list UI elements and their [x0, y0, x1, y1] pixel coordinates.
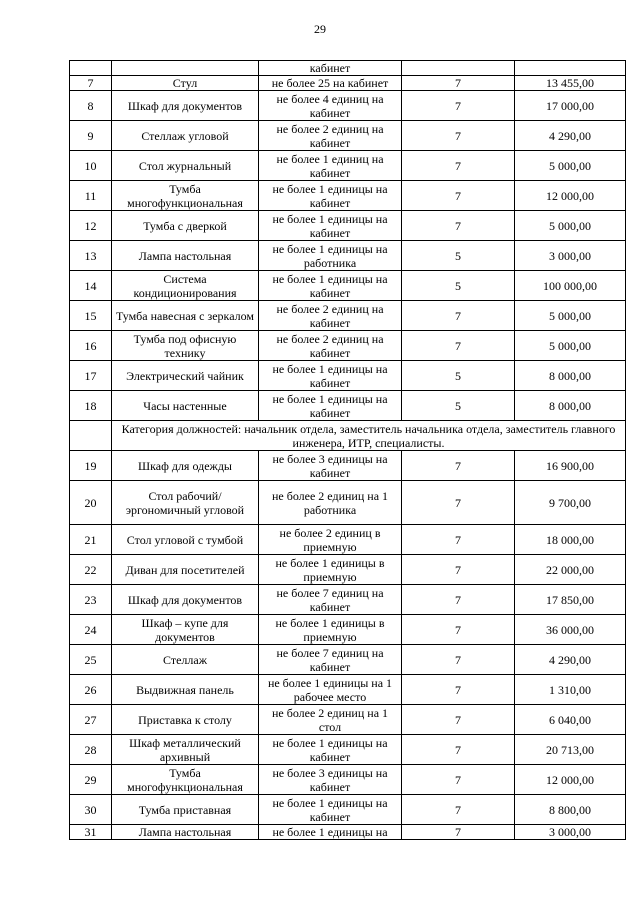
service-life-cell: 7: [402, 331, 515, 361]
item-name-cell: Электрический чайник: [112, 361, 259, 391]
service-life-cell: 7: [402, 825, 515, 840]
service-life-cell: 7: [402, 211, 515, 241]
price-cell: 4 290,00: [515, 121, 626, 151]
row-number-cell: 18: [70, 391, 112, 421]
page-number: 29: [314, 22, 326, 36]
table-row: [70, 91, 626, 121]
table-row: [70, 525, 626, 555]
item-name-cell: Стол рабочий/эргономичный угловой: [112, 481, 259, 525]
service-life-cell: [402, 61, 515, 76]
item-name-cell: Тумба под офисную технику: [112, 331, 259, 361]
row-number-cell: 30: [70, 795, 112, 825]
table-row: [70, 765, 626, 795]
norm-cell: не более 1 единиц на кабинет: [259, 151, 402, 181]
service-life-cell: 7: [402, 91, 515, 121]
table-row: [70, 451, 626, 481]
item-name-cell: Стол журнальный: [112, 151, 259, 181]
row-number-cell: 23: [70, 585, 112, 615]
table-row: [70, 585, 626, 615]
service-life-cell: 7: [402, 121, 515, 151]
service-life-cell: 7: [402, 525, 515, 555]
price-cell: 13 455,00: [515, 76, 626, 91]
item-name-cell: Шкаф для одежды: [112, 451, 259, 481]
table-row: [70, 615, 626, 645]
norm-cell: не более 1 единицы на кабинет: [259, 181, 402, 211]
service-life-cell: 7: [402, 481, 515, 525]
price-cell: 36 000,00: [515, 615, 626, 645]
table-row: [70, 361, 626, 391]
table-row: [70, 331, 626, 361]
item-name-cell: Шкаф – купе для документов: [112, 615, 259, 645]
price-cell: 5 000,00: [515, 301, 626, 331]
row-number-cell: 28: [70, 735, 112, 765]
price-cell: 17 850,00: [515, 585, 626, 615]
row-number-cell: [70, 61, 112, 76]
item-name-cell: Система кондиционирования: [112, 271, 259, 301]
norm-cell: не более 1 единицы на кабинет: [259, 211, 402, 241]
item-name-cell: Выдвижная панель: [112, 675, 259, 705]
price-cell: 5 000,00: [515, 151, 626, 181]
row-number-cell: 19: [70, 451, 112, 481]
row-number-cell: 7: [70, 76, 112, 91]
norm-cell: не более 1 единицы на кабинет: [259, 795, 402, 825]
price-cell: 6 040,00: [515, 705, 626, 735]
service-life-cell: 7: [402, 151, 515, 181]
price-cell: 3 000,00: [515, 241, 626, 271]
row-number-cell: 12: [70, 211, 112, 241]
table-row: [70, 76, 626, 91]
item-name-cell: Тумба с дверкой: [112, 211, 259, 241]
service-life-cell: 7: [402, 705, 515, 735]
price-cell: 5 000,00: [515, 331, 626, 361]
service-life-cell: 5: [402, 271, 515, 301]
row-number-cell: 10: [70, 151, 112, 181]
item-name-cell: Лампа настольная: [112, 241, 259, 271]
service-life-cell: 7: [402, 301, 515, 331]
row-number-cell: 13: [70, 241, 112, 271]
price-cell: 1 310,00: [515, 675, 626, 705]
table-row: [70, 735, 626, 765]
price-cell: 8 800,00: [515, 795, 626, 825]
row-number-cell: 11: [70, 181, 112, 211]
item-name-cell: Стеллаж угловой: [112, 121, 259, 151]
row-number-cell: 17: [70, 361, 112, 391]
table-row: [70, 795, 626, 825]
table-row: [70, 481, 626, 525]
price-cell: 3 000,00: [515, 825, 626, 840]
furniture-norms-table: [69, 60, 626, 840]
table-row: [70, 181, 626, 211]
table-row: [70, 675, 626, 705]
service-life-cell: 7: [402, 795, 515, 825]
item-name-cell: [112, 61, 259, 76]
norm-cell: не более 3 единицы на кабинет: [259, 451, 402, 481]
price-cell: 4 290,00: [515, 645, 626, 675]
price-cell: 16 900,00: [515, 451, 626, 481]
table-row: [70, 61, 626, 76]
table-row: [70, 391, 626, 421]
item-name-cell: Тумба многофункциональная: [112, 181, 259, 211]
price-cell: 8 000,00: [515, 391, 626, 421]
norm-cell: не более 2 единиц на кабинет: [259, 121, 402, 151]
norm-cell: не более 1 единицы на кабинет: [259, 735, 402, 765]
norm-cell: кабинет: [259, 61, 402, 76]
row-number-cell: 27: [70, 705, 112, 735]
norm-cell: не более 4 единиц на кабинет: [259, 91, 402, 121]
norm-cell: не более 2 единиц на кабинет: [259, 301, 402, 331]
norm-cell: не более 1 единицы на 1 рабочее место: [259, 675, 402, 705]
item-name-cell: Шкаф для документов: [112, 585, 259, 615]
service-life-cell: 7: [402, 451, 515, 481]
norm-cell: не более 2 единиц в приемную: [259, 525, 402, 555]
price-cell: 12 000,00: [515, 181, 626, 211]
item-name-cell: Часы настенные: [112, 391, 259, 421]
service-life-cell: 7: [402, 735, 515, 765]
price-cell: 17 000,00: [515, 91, 626, 121]
service-life-cell: 5: [402, 391, 515, 421]
norm-cell: не более 2 единиц на 1 стол: [259, 705, 402, 735]
item-name-cell: Тумба приставная: [112, 795, 259, 825]
norm-cell: не более 1 единицы в приемную: [259, 615, 402, 645]
price-cell: 12 000,00: [515, 765, 626, 795]
table-row: [70, 151, 626, 181]
service-life-cell: 7: [402, 555, 515, 585]
item-name-cell: Тумба многофункциональная: [112, 765, 259, 795]
row-number-cell: 31: [70, 825, 112, 840]
norm-cell: не более 2 единиц на 1 работника: [259, 481, 402, 525]
service-life-cell: 7: [402, 181, 515, 211]
service-life-cell: 5: [402, 361, 515, 391]
row-number-cell: 29: [70, 765, 112, 795]
row-number-cell: 15: [70, 301, 112, 331]
item-name-cell: Стул: [112, 76, 259, 91]
table-row: [70, 645, 626, 675]
table-row: [70, 301, 626, 331]
item-name-cell: Тумба навесная с зеркалом: [112, 301, 259, 331]
table-row: [70, 825, 626, 840]
row-number-cell: 8: [70, 91, 112, 121]
price-cell: 18 000,00: [515, 525, 626, 555]
norm-cell: не более 1 единицы на работника: [259, 241, 402, 271]
row-number-cell: 9: [70, 121, 112, 151]
price-cell: 9 700,00: [515, 481, 626, 525]
table-row: [70, 211, 626, 241]
norm-cell: не более 25 на кабинет: [259, 76, 402, 91]
service-life-cell: 7: [402, 615, 515, 645]
norm-cell: не более 1 единицы на кабинет: [259, 271, 402, 301]
price-cell: 100 000,00: [515, 271, 626, 301]
norm-cell: не более 1 единицы на кабинет: [259, 391, 402, 421]
service-life-cell: 7: [402, 645, 515, 675]
category-row: [70, 421, 626, 451]
item-name-cell: Шкаф металлический архивный: [112, 735, 259, 765]
norm-cell: не более 7 единиц на кабинет: [259, 645, 402, 675]
service-life-cell: 7: [402, 765, 515, 795]
category-heading: Категория должностей: начальник отдела, заместитель начальника отдела, заместитель главного инженера, ИТР, специалисты.: [112, 421, 626, 451]
norm-cell: не более 2 единиц на кабинет: [259, 331, 402, 361]
table-row: [70, 555, 626, 585]
table-row: [70, 705, 626, 735]
norm-cell: не более 1 единицы на кабинет: [259, 361, 402, 391]
item-name-cell: Стол угловой с тумбой: [112, 525, 259, 555]
item-name-cell: Приставка к столу: [112, 705, 259, 735]
price-cell: 8 000,00: [515, 361, 626, 391]
table-row: [70, 271, 626, 301]
row-number-cell: 20: [70, 481, 112, 525]
item-name-cell: Стеллаж: [112, 645, 259, 675]
table-row: [70, 121, 626, 151]
table-row: [70, 241, 626, 271]
row-number-cell: 16: [70, 331, 112, 361]
row-number-cell: 25: [70, 645, 112, 675]
row-number-cell: 24: [70, 615, 112, 645]
item-name-cell: Лампа настольная: [112, 825, 259, 840]
price-cell: 22 000,00: [515, 555, 626, 585]
item-name-cell: Диван для посетителей: [112, 555, 259, 585]
item-name-cell: Шкаф для документов: [112, 91, 259, 121]
row-number-cell: 14: [70, 271, 112, 301]
price-cell: 5 000,00: [515, 211, 626, 241]
service-life-cell: 7: [402, 76, 515, 91]
norm-cell: не более 1 единицы на: [259, 825, 402, 840]
norm-cell: не более 7 единиц на кабинет: [259, 585, 402, 615]
norm-cell: не более 1 единицы в приемную: [259, 555, 402, 585]
row-number-cell: 21: [70, 525, 112, 555]
norm-cell: не более 3 единицы на кабинет: [259, 765, 402, 795]
row-number-cell: 22: [70, 555, 112, 585]
service-life-cell: 5: [402, 241, 515, 271]
row-number-cell: [70, 421, 112, 451]
price-cell: [515, 61, 626, 76]
service-life-cell: 7: [402, 585, 515, 615]
service-life-cell: 7: [402, 675, 515, 705]
price-cell: 20 713,00: [515, 735, 626, 765]
row-number-cell: 26: [70, 675, 112, 705]
